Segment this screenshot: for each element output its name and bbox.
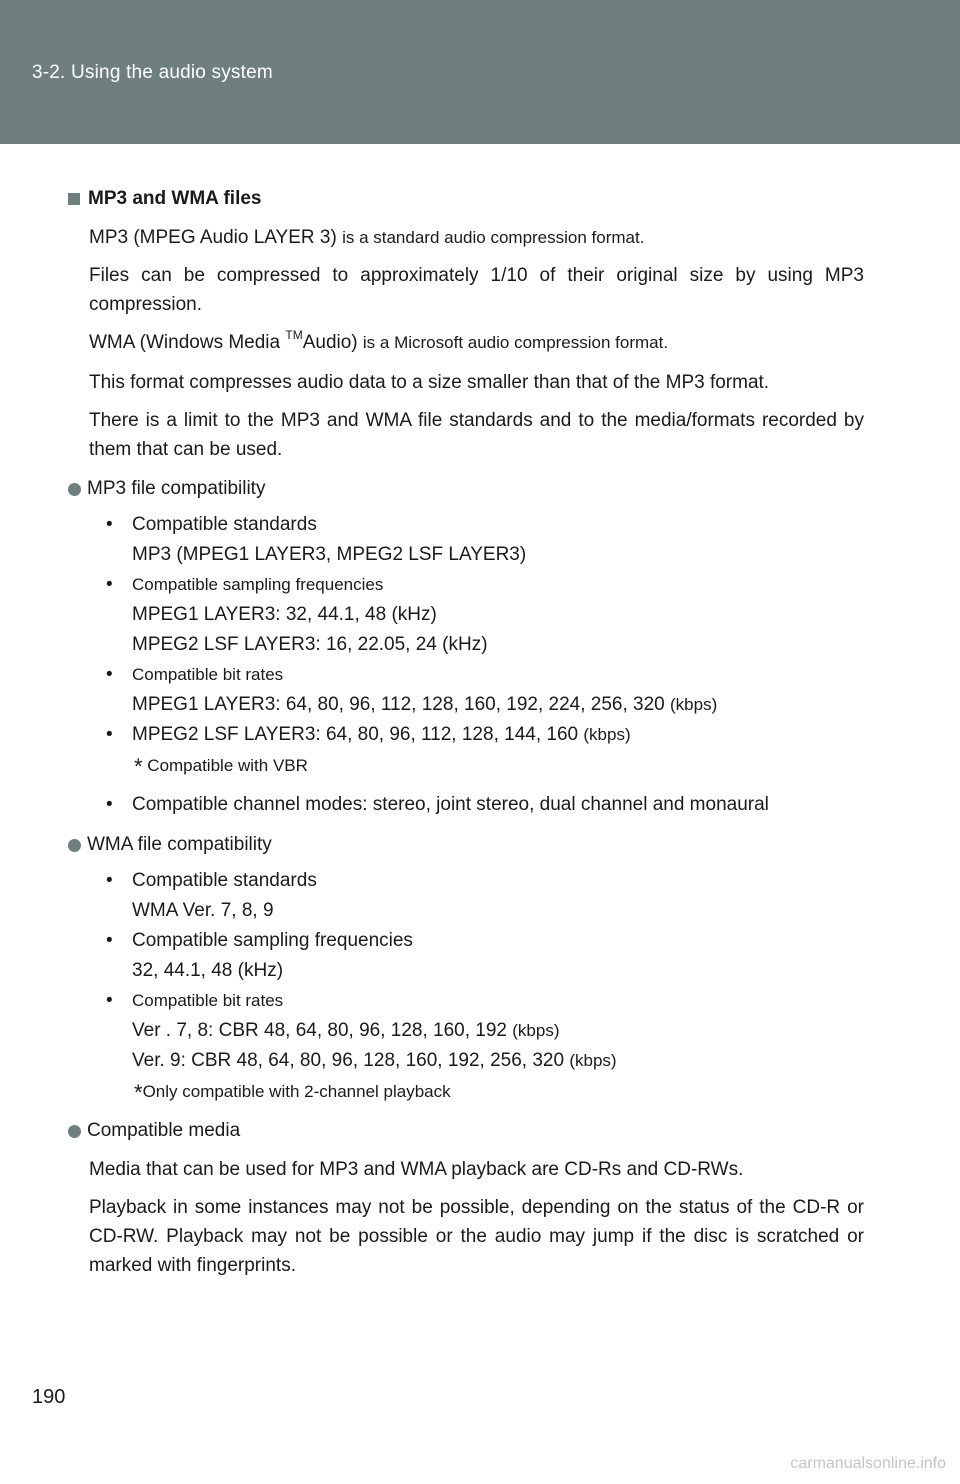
asterisk: * (134, 1080, 143, 1105)
text: (kbps) (569, 1051, 617, 1070)
mp3-compatibility-list (104, 510, 864, 820)
list-item-text: Compatible channel modes: stereo, joint stereo, dual channel and monaural (132, 794, 769, 815)
wma-compatibility-list (104, 866, 864, 1106)
subsection-title: WMA file compatibility (87, 834, 272, 855)
watermark: carmanualsonline.info (790, 1455, 946, 1472)
mp3-compatibility-heading (68, 474, 864, 504)
bullet-icon: • (106, 930, 113, 951)
bullet-icon: • (106, 990, 113, 1011)
list-item (104, 720, 864, 750)
list-item (104, 790, 864, 820)
square-bullet-icon (68, 193, 80, 205)
paragraph-mp3-definition (89, 223, 864, 252)
text: MPEG1 LAYER3: 32, 44.1, 48 (kHz) (132, 604, 437, 625)
list-item (104, 570, 864, 660)
text: MPEG2 LSF LAYER3: 16, 22.05, 24 (kHz) (132, 634, 488, 655)
footnote (134, 1076, 864, 1106)
section-title: MP3 and WMA files (88, 188, 262, 209)
compatible-media-heading (68, 1116, 864, 1146)
circle-bullet-icon (68, 483, 81, 496)
text: WMA (Windows Media (89, 332, 286, 353)
list-item-text (132, 660, 864, 720)
trademark: TM (285, 328, 303, 342)
text: Compatible sampling frequencies (132, 930, 413, 951)
list-item-text (132, 866, 864, 926)
paragraph-wma-format: This format compresses audio data to a size smaller than that of the MP3 format. (89, 372, 770, 393)
footnote (134, 750, 864, 780)
text: Ver . 7, 8: CBR 48, 64, 80, 96, 128, 160, 192 (132, 1020, 513, 1041)
list-item-text (132, 986, 864, 1076)
text: MP3 (MPEG Audio LAYER 3) (89, 227, 343, 248)
list-item-text (132, 926, 864, 986)
subsection-title: Compatible media (87, 1120, 241, 1141)
list-item-text (132, 510, 864, 570)
wma-compatibility-heading (68, 830, 864, 860)
text: (kbps) (670, 695, 718, 714)
text: Compatible standards (132, 514, 317, 535)
text: Compatible bit rates (132, 991, 284, 1010)
text: is a Microsoft audio compression format. (362, 333, 669, 352)
circle-bullet-icon (68, 839, 81, 852)
text: MPEG1 LAYER3: 64, 80, 96, 112, 128, 160, 192, 224, 256, 320 (132, 694, 671, 715)
text: Only compatible with 2-channel playback (142, 1082, 451, 1101)
text: Compatible bit rates (132, 665, 284, 684)
text: MPEG2 LSF LAYER3: 64, 80, 96, 112, 128, 144, 160 (132, 724, 584, 745)
asterisk: * (134, 754, 143, 779)
text: is a standard audio compression format. (342, 228, 645, 247)
list-item (104, 986, 864, 1076)
list-item (104, 510, 864, 570)
text: Ver. 9: CBR 48, 64, 80, 96, 128, 160, 192, 256, 320 (132, 1050, 570, 1071)
text: 32, 44.1, 48 (kHz) (132, 960, 284, 981)
section-heading (68, 184, 864, 214)
bullet-icon: • (106, 724, 113, 745)
list-item (104, 926, 864, 986)
circle-bullet-icon (68, 1125, 81, 1138)
bullet-icon: • (106, 514, 113, 535)
text: (kbps) (512, 1021, 560, 1040)
text: Audio) (302, 332, 363, 353)
text: WMA Ver. 7, 8, 9 (132, 900, 274, 921)
text: MP3 (MPEG1 LAYER3, MPEG2 LSF LAYER3) (132, 544, 527, 565)
text: Compatible with VBR (142, 756, 308, 775)
page-header (0, 0, 960, 144)
text: Compatible standards (132, 870, 317, 891)
list-item (104, 660, 864, 720)
bullet-icon: • (106, 870, 113, 891)
list-item (104, 866, 864, 926)
bullet-icon: • (106, 794, 113, 815)
bullet-icon: • (106, 574, 113, 595)
subsection-title: MP3 file compatibility (87, 478, 266, 499)
list-item-text (132, 570, 864, 660)
section-breadcrumb: 3-2. Using the audio system (32, 62, 273, 83)
text: Compatible sampling frequencies (132, 575, 384, 594)
page-number: 190 (32, 1386, 66, 1408)
bullet-icon: • (106, 664, 113, 685)
list-item-text (132, 720, 864, 750)
paragraph-compression: Files can be compressed to approximately 1/10 of their original size by using MP3 compression. (89, 265, 864, 315)
paragraph-media: Media that can be used for MP3 and WMA playback are CD-Rs and CD-RWs. (89, 1159, 744, 1180)
paragraph-limits: There is a limit to the MP3 and WMA file standards and to the media/formats recorded by them that can be used. (89, 410, 864, 460)
page-content (68, 184, 864, 1280)
paragraph-playback: Playback in some instances may not be possible, depending on the status of the CD-R or CD-RW. Playback may not be possible or the audio may jump if the disc is scratched or marked with fingerprints. (89, 1197, 864, 1276)
text: (kbps) (583, 725, 631, 744)
paragraph-wma-definition (89, 328, 864, 359)
